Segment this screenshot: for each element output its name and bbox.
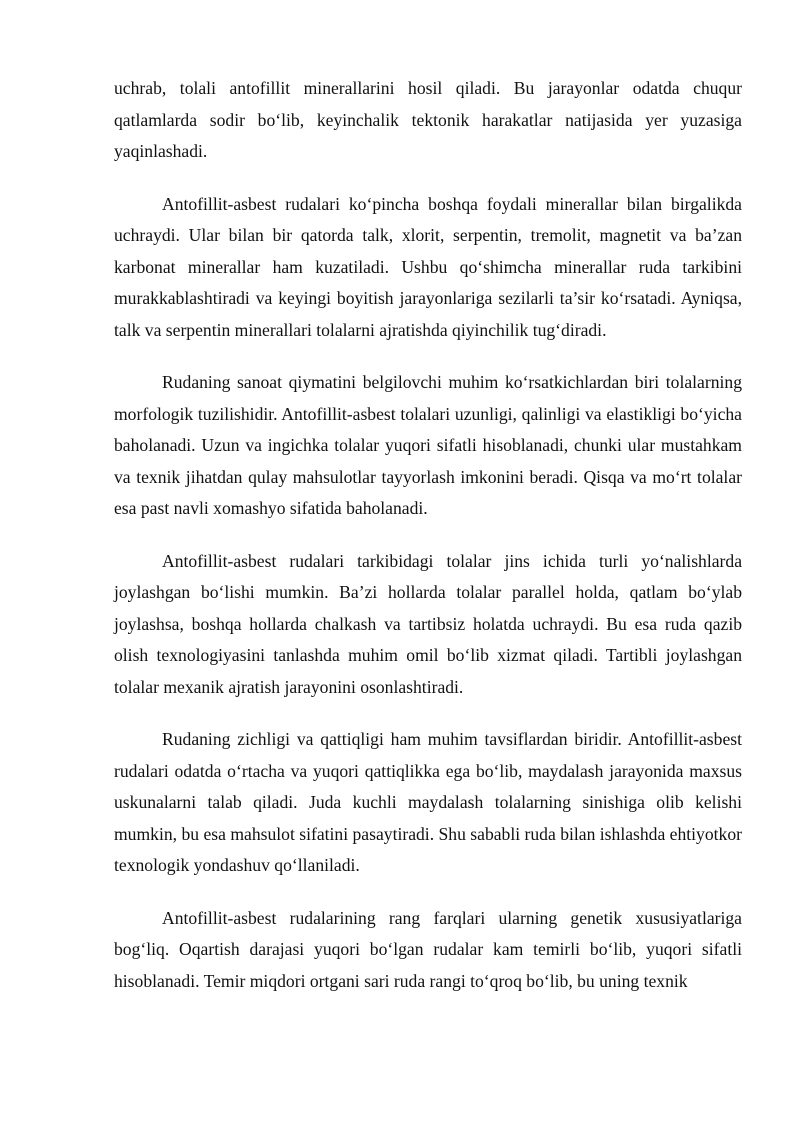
paragraph: Rudaning sanoat qiymatini belgilovchi muhim ko‘rsatkichlardan biri tolalarning morfologik tuzilishidir. Antofillit-asbest tolalari uzunligi, qalinligi va elastikligi bo‘yicha baholanadi. Uzun va ingichka tolalar yuqori sifatli hisoblanadi, chunki ular mustahkam va texnik jihatdan qulay mahsulotlar tayyorlash imkonini beradi. Qisqa va mo‘rt tolalar esa past navli xomashyo sifatida baholanadi. [114,372,742,518]
paragraph-continuation: uchrab, tolali antofillit minerallarini hosil qiladi. Bu jarayonlar odatda chuqur qatlamlarda sodir bo‘lib, keyinchalik tektonik harakatlar natijasida yer yuzasiga yaqinlashadi. [114,78,742,161]
paragraph: Antofillit-asbest rudalari tarkibidagi tolalar jins ichida turli yo‘nalishlarda joylashgan bo‘lishi mumkin. Ba’zi hollarda tolalar parallel holda, qatlam bo‘ylab joylashsa, boshqa hollarda chalkash va tartibsiz holatda uchraydi. Bu esa ruda qazib olish texnologiyasini tanlashda muhim omil bo‘lib xizmat qiladi. Tartibli joylashgan tolalar mexanik ajratish jarayonini osonlashtiradi. [114,550,742,697]
paragraph: Antofillit-asbest rudalari ko‘pincha boshqa foydali minerallar bilan birgalikda uchraydi. Ular bilan bir qatorda talk, xlorit, serpentin, tremolit, magnetit va ba’zan karbonat minerallar ham kuzatiladi. Ushbu qo‘shimcha minerallar ruda tarkibini murakkablashtiradi va keyingi boyitish jarayonlariga sezilarli ta’sir ko‘rsatadi. Ayniqsa, talk va serpentin minerallari tolalarni ajratishda qiyinchilik tug‘diradi. [114,193,742,340]
text-column [114,73,742,1018]
paragraph: Rudaning zichligi va qattiqligi ham muhim tavsiflardan biridir. Antofillit-asbest rudalari odatda o‘rtacha va yuqori qattiqlikka ega bo‘lib, maydalash jarayonida maxsus uskunalarni talab qiladi. Juda kuchli maydalash tolalarning sinishiga olib kelishi mumkin, bu esa mahsulot sifatini pasaytiradi. Shu sababli ruda bilan ishlashda ehtiyotkor texnologik yondashuv qo‘llaniladi. [114,729,742,875]
paragraph: Antofillit-asbest rudalarining rang farqlari ularning genetik xususiyatlariga bog‘liq. Oqartish darajasi yuqori bo‘lgan rudalar kam temirli bo‘lib, yuqori sifatli hisoblanadi. Temir miqdori ortgani sari ruda rangi to‘qroq bo‘lib, bu uning texnik [114,907,742,991]
